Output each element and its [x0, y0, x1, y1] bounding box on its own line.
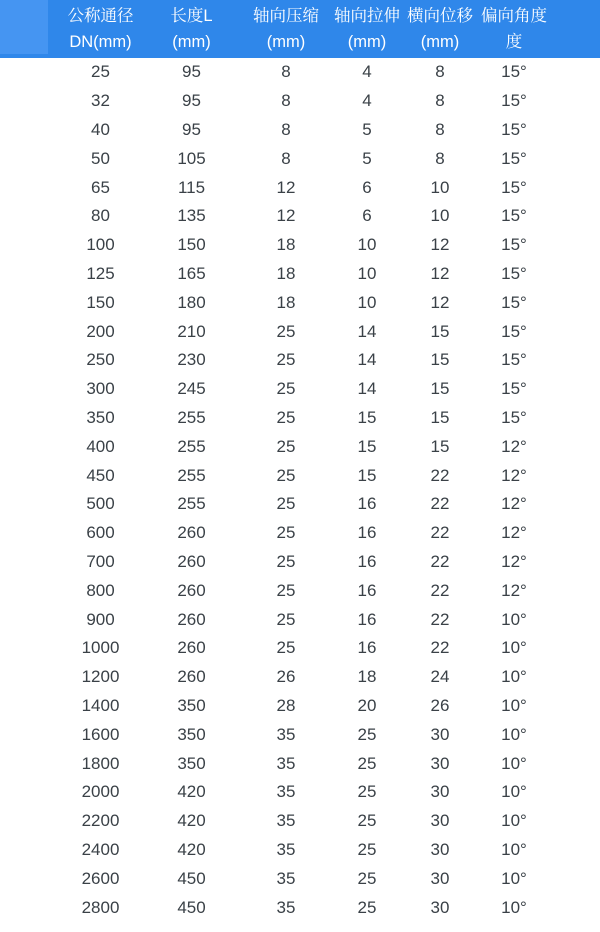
- cell-axial-compression: 12: [276, 177, 296, 197]
- cell-lateral-displacement: 10: [430, 177, 450, 197]
- cell-axial-extension: 5: [362, 119, 372, 139]
- cell-length: 350: [177, 724, 206, 744]
- cell-length: 95: [182, 62, 201, 82]
- cell-deflection-angle: 10°: [501, 638, 527, 658]
- cell-deflection-angle: 15°: [501, 379, 527, 399]
- table-row: [0, 58, 600, 87]
- cell-axial-compression: 25: [276, 638, 296, 658]
- column-header-deflection-angle: [476, 0, 600, 58]
- cell-lateral-displacement: 15: [430, 321, 450, 341]
- cell-lateral-displacement: 22: [430, 580, 450, 600]
- table-row: [0, 317, 600, 346]
- cell-dn: 1400: [81, 695, 120, 715]
- cell-axial-compression: 35: [276, 868, 296, 888]
- cell-dn: 25: [91, 62, 110, 82]
- cell-axial-extension: 25: [357, 897, 377, 917]
- cell-axial-compression: 25: [276, 379, 296, 399]
- cell-dn: 2000: [81, 782, 120, 802]
- cell-dn: 2400: [81, 839, 120, 859]
- cell-dn: 65: [91, 177, 110, 197]
- table-row: [0, 576, 600, 605]
- cell-axial-compression: 25: [276, 407, 296, 427]
- cell-length: 135: [177, 206, 206, 226]
- cell-lateral-displacement: 15: [430, 407, 450, 427]
- cell-dn: 1600: [81, 724, 120, 744]
- cell-axial-extension: 16: [357, 580, 377, 600]
- cell-axial-compression: 26: [276, 667, 296, 687]
- cell-length: 255: [177, 436, 206, 456]
- cell-length: 260: [177, 551, 206, 571]
- cell-deflection-angle: 12°: [501, 551, 527, 571]
- cell-lateral-displacement: 24: [430, 667, 450, 687]
- cell-lateral-displacement: 10: [430, 206, 450, 226]
- cell-deflection-angle: 15°: [501, 407, 527, 427]
- cell-dn: 450: [86, 465, 115, 485]
- cell-axial-extension: 15: [357, 436, 377, 456]
- cell-length: 260: [177, 609, 206, 629]
- cell-dn: 900: [86, 609, 115, 629]
- cell-axial-extension: 4: [362, 62, 372, 82]
- cell-deflection-angle: 12°: [501, 580, 527, 600]
- cell-deflection-angle: 15°: [501, 62, 527, 82]
- table-row: [0, 605, 600, 634]
- cell-dn: 150: [86, 292, 115, 312]
- cell-deflection-angle: 15°: [501, 235, 527, 255]
- cell-lateral-displacement: 12: [430, 263, 450, 283]
- cell-axial-extension: 10: [357, 292, 377, 312]
- cell-axial-extension: 16: [357, 638, 377, 658]
- cell-axial-extension: 15: [357, 407, 377, 427]
- cell-length: 180: [177, 292, 206, 312]
- cell-length: 450: [177, 897, 206, 917]
- cell-axial-extension: 25: [357, 868, 377, 888]
- cell-deflection-angle: 10°: [501, 724, 527, 744]
- table-row: [0, 231, 600, 260]
- cell-dn: 2200: [81, 811, 120, 831]
- cell-lateral-displacement: 8: [435, 91, 445, 111]
- cell-axial-extension: 20: [357, 695, 377, 715]
- cell-axial-compression: 18: [276, 292, 296, 312]
- cell-axial-extension: 6: [362, 177, 372, 197]
- column-header-axial-compression-line2: (mm): [266, 33, 306, 51]
- cell-axial-compression: 25: [276, 494, 296, 514]
- cell-axial-compression: 35: [276, 782, 296, 802]
- cell-lateral-displacement: 30: [430, 868, 450, 888]
- cell-dn: 2600: [81, 868, 120, 888]
- cell-dn: 50: [91, 148, 110, 168]
- cell-lateral-displacement: 15: [430, 350, 450, 370]
- cell-dn: 350: [86, 407, 115, 427]
- table-row: [0, 461, 600, 490]
- cell-deflection-angle: 15°: [501, 119, 527, 139]
- cell-lateral-displacement: 8: [435, 119, 445, 139]
- cell-axial-extension: 6: [362, 206, 372, 226]
- cell-length: 150: [177, 235, 206, 255]
- cell-axial-compression: 25: [276, 580, 296, 600]
- cell-axial-extension: 16: [357, 609, 377, 629]
- cell-dn: 1000: [81, 638, 120, 658]
- cell-lateral-displacement: 22: [430, 494, 450, 514]
- cell-length: 420: [177, 839, 206, 859]
- cell-axial-compression: 25: [276, 465, 296, 485]
- table-row: [0, 749, 600, 778]
- cell-axial-compression: 8: [281, 62, 291, 82]
- cell-axial-extension: 14: [357, 379, 377, 399]
- cell-length: 95: [182, 91, 201, 111]
- cell-axial-compression: 8: [281, 91, 291, 111]
- cell-deflection-angle: 10°: [501, 782, 527, 802]
- table-row: [0, 807, 600, 836]
- cell-dn: 40: [91, 119, 110, 139]
- cell-axial-compression: 8: [281, 119, 291, 139]
- cell-axial-compression: 35: [276, 724, 296, 744]
- cell-length: 260: [177, 523, 206, 543]
- cell-axial-extension: 10: [357, 235, 377, 255]
- table-row: [0, 720, 600, 749]
- column-header-axial-extension: [326, 0, 404, 58]
- cell-dn: 80: [91, 206, 110, 226]
- cell-dn: 500: [86, 494, 115, 514]
- table-row: [0, 634, 600, 663]
- column-header-axial-extension-line2: (mm): [347, 33, 387, 51]
- cell-axial-compression: 18: [276, 235, 296, 255]
- cell-deflection-angle: 15°: [501, 350, 527, 370]
- column-header-axial-compression-line1: 轴向压缩: [253, 7, 319, 25]
- table-row: [0, 519, 600, 548]
- cell-length: 260: [177, 580, 206, 600]
- cell-lateral-displacement: 8: [435, 62, 445, 82]
- cell-length: 450: [177, 868, 206, 888]
- cell-axial-compression: 12: [276, 206, 296, 226]
- cell-deflection-angle: 15°: [501, 91, 527, 111]
- cell-dn: 125: [86, 263, 115, 283]
- cell-length: 260: [177, 667, 206, 687]
- cell-axial-extension: 14: [357, 350, 377, 370]
- cell-lateral-displacement: 30: [430, 753, 450, 773]
- cell-axial-extension: 15: [357, 465, 377, 485]
- cell-lateral-displacement: 22: [430, 609, 450, 629]
- cell-length: 245: [177, 379, 206, 399]
- table-row: [0, 864, 600, 893]
- cell-axial-extension: 16: [357, 551, 377, 571]
- cell-lateral-displacement: 22: [430, 551, 450, 571]
- cell-lateral-displacement: 22: [430, 523, 450, 543]
- cell-dn: 700: [86, 551, 115, 571]
- cell-axial-extension: 5: [362, 148, 372, 168]
- cell-axial-compression: 35: [276, 839, 296, 859]
- cell-axial-extension: 25: [357, 811, 377, 831]
- cell-lateral-displacement: 30: [430, 724, 450, 744]
- cell-length: 420: [177, 811, 206, 831]
- cell-axial-compression: 35: [276, 753, 296, 773]
- cell-axial-extension: 25: [357, 724, 377, 744]
- cell-axial-compression: 25: [276, 350, 296, 370]
- cell-length: 260: [177, 638, 206, 658]
- cell-dn: 2800: [81, 897, 120, 917]
- column-header-dn-line2: DN(mm): [69, 33, 132, 51]
- cell-deflection-angle: 12°: [501, 465, 527, 485]
- cell-deflection-angle: 10°: [501, 667, 527, 687]
- spec-table-header: [0, 0, 600, 58]
- cell-axial-compression: 25: [276, 523, 296, 543]
- column-header-deflection-angle-line2: 度: [505, 33, 523, 51]
- cell-deflection-angle: 10°: [501, 609, 527, 629]
- column-header-dn-line1: 公称通径: [67, 7, 134, 25]
- spec-table-body: [0, 58, 600, 922]
- cell-axial-extension: 25: [357, 782, 377, 802]
- column-header-lateral-displacement-line2: (mm): [420, 33, 460, 51]
- cell-axial-compression: 35: [276, 811, 296, 831]
- cell-deflection-angle: 10°: [501, 753, 527, 773]
- column-header-length: [145, 0, 238, 58]
- column-header-lateral-displacement-line1: 横向位移: [407, 7, 473, 25]
- cell-length: 350: [177, 695, 206, 715]
- table-row: [0, 87, 600, 116]
- cell-axial-compression: 25: [276, 321, 296, 341]
- column-header-deflection-angle-line1: 偏向角度: [481, 7, 547, 25]
- column-header-length-line1: 长度L: [170, 7, 213, 25]
- cell-length: 95: [182, 119, 201, 139]
- cell-axial-extension: 18: [357, 667, 377, 687]
- cell-length: 420: [177, 782, 206, 802]
- cell-lateral-displacement: 15: [430, 436, 450, 456]
- cell-deflection-angle: 15°: [501, 206, 527, 226]
- cell-length: 350: [177, 753, 206, 773]
- table-row: [0, 404, 600, 433]
- cell-axial-extension: 14: [357, 321, 377, 341]
- table-row: [0, 778, 600, 807]
- cell-deflection-angle: 10°: [501, 868, 527, 888]
- cell-deflection-angle: 12°: [501, 494, 527, 514]
- cell-axial-compression: 25: [276, 609, 296, 629]
- cell-dn: 1200: [81, 667, 120, 687]
- cell-axial-extension: 25: [357, 753, 377, 773]
- cell-length: 165: [177, 263, 206, 283]
- cell-lateral-displacement: 22: [430, 465, 450, 485]
- cell-axial-compression: 25: [276, 551, 296, 571]
- cell-dn: 250: [86, 350, 115, 370]
- column-header-lateral-displacement: [404, 0, 476, 58]
- cell-dn: 100: [86, 235, 115, 255]
- cell-dn: 1800: [81, 753, 120, 773]
- cell-lateral-displacement: 12: [430, 235, 450, 255]
- column-header-length-line2: (mm): [172, 33, 211, 51]
- cell-deflection-angle: 15°: [501, 177, 527, 197]
- cell-axial-extension: 10: [357, 263, 377, 283]
- cell-axial-compression: 35: [276, 897, 296, 917]
- cell-deflection-angle: 15°: [501, 321, 527, 341]
- column-header-axial-extension-line1: 轴向拉伸: [334, 7, 400, 25]
- cell-deflection-angle: 15°: [501, 263, 527, 283]
- cell-length: 255: [177, 494, 206, 514]
- table-row: [0, 346, 600, 375]
- cell-lateral-displacement: 12: [430, 292, 450, 312]
- cell-dn: 600: [86, 523, 115, 543]
- cell-dn: 400: [86, 436, 115, 456]
- cell-deflection-angle: 10°: [501, 897, 527, 917]
- cell-lateral-displacement: 30: [430, 839, 450, 859]
- cell-deflection-angle: 10°: [501, 839, 527, 859]
- cell-deflection-angle: 12°: [501, 523, 527, 543]
- cell-dn: 32: [91, 91, 110, 111]
- cell-length: 255: [177, 407, 206, 427]
- cell-length: 105: [177, 148, 206, 168]
- table-row: [0, 260, 600, 289]
- table-row: [0, 116, 600, 145]
- column-header-dn: [0, 0, 145, 58]
- cell-axial-extension: 4: [362, 91, 372, 111]
- table-row: [0, 490, 600, 519]
- table-row: [0, 893, 600, 922]
- cell-axial-compression: 25: [276, 436, 296, 456]
- cell-lateral-displacement: 30: [430, 811, 450, 831]
- cell-deflection-angle: 10°: [501, 811, 527, 831]
- table-row: [0, 288, 600, 317]
- table-row: [0, 548, 600, 577]
- cell-deflection-angle: 12°: [501, 436, 527, 456]
- cell-deflection-angle: 10°: [501, 695, 527, 715]
- cell-lateral-displacement: 26: [430, 695, 450, 715]
- table-row: [0, 836, 600, 865]
- table-row: [0, 692, 600, 721]
- cell-deflection-angle: 15°: [501, 292, 527, 312]
- cell-lateral-displacement: 15: [430, 379, 450, 399]
- cell-lateral-displacement: 30: [430, 782, 450, 802]
- cell-lateral-displacement: 8: [435, 148, 445, 168]
- cell-deflection-angle: 15°: [501, 148, 527, 168]
- cell-axial-extension: 25: [357, 839, 377, 859]
- column-header-axial-compression: [238, 0, 326, 58]
- cell-dn: 200: [86, 321, 115, 341]
- table-row: [0, 202, 600, 231]
- cell-axial-extension: 16: [357, 494, 377, 514]
- cell-length: 255: [177, 465, 206, 485]
- table-row: [0, 432, 600, 461]
- cell-axial-compression: 8: [281, 148, 291, 168]
- cell-dn: 300: [86, 379, 115, 399]
- cell-axial-compression: 18: [276, 263, 296, 283]
- cell-length: 230: [177, 350, 206, 370]
- cell-length: 115: [177, 177, 206, 197]
- table-row: [0, 663, 600, 692]
- cell-length: 210: [177, 321, 206, 341]
- cell-lateral-displacement: 22: [430, 638, 450, 658]
- cell-axial-extension: 16: [357, 523, 377, 543]
- cell-axial-compression: 28: [276, 695, 296, 715]
- table-row: [0, 173, 600, 202]
- cell-dn: 800: [86, 580, 115, 600]
- table-row: [0, 375, 600, 404]
- table-row: [0, 144, 600, 173]
- cell-lateral-displacement: 30: [430, 897, 450, 917]
